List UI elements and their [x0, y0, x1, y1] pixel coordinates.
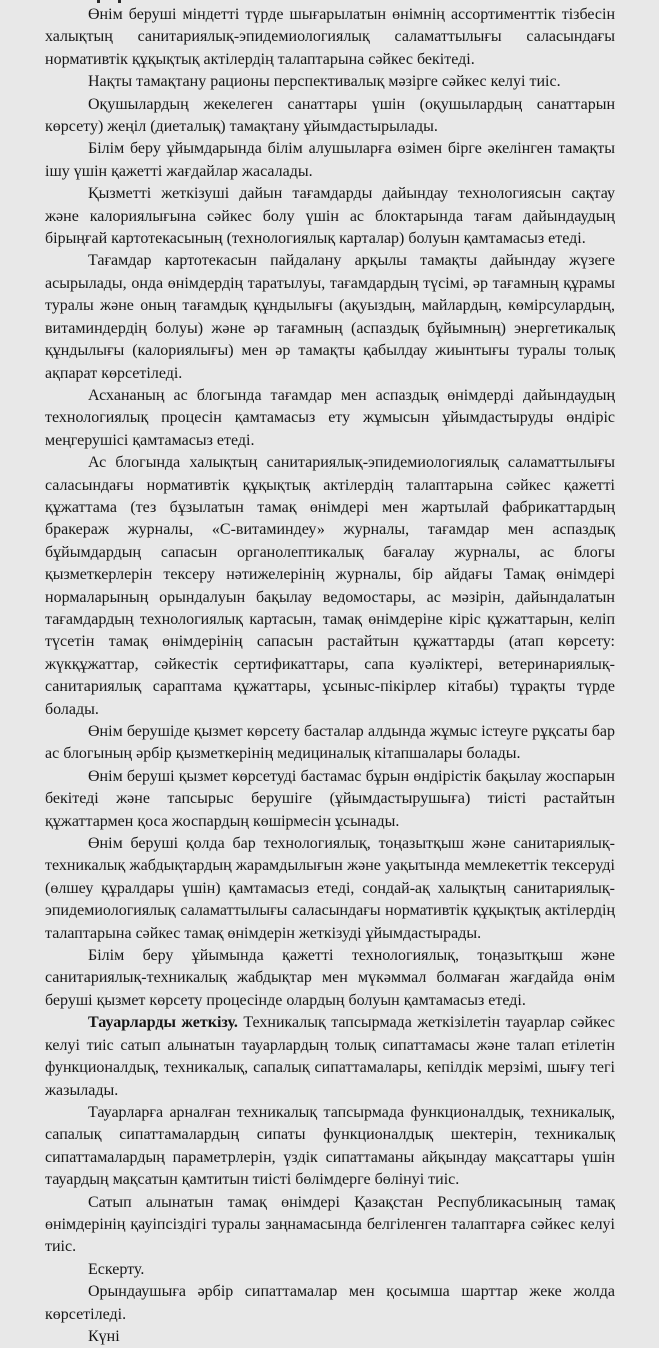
paragraph-date-label: Күні [88, 1327, 120, 1345]
clipped-letter-mark [118, 0, 121, 3]
paragraph: Білім беру ұйымында қажетті технологиялық, тоңазытқыш және санитариялық-техникалық жабдықтар мен мүкәммал болмаған жағдайда өнім беруші қызмет көрсету процесінде олардың болуын қамтамасыз етеді. [45, 947, 615, 1009]
paragraph: Тауарларға арналған техникалық тапсырмада функционалдық, техникалық, сапалық сипаттамалардың сипаты функционалдық шектерін, техникалық сипаттамалардың параметрлерін, үздік сипаттаманы айқындау мақсаттары үшін тауардың мақсатын қамтитын тиісті бөлімдерге бөлінуі тиіс. [45, 1103, 615, 1189]
paragraph: Өнім беруші қолда бар технологиялық, тоңазытқыш және санитариялық-техникалық жабдықтардың жарамдылығын және уақытында мемлекеттік тексеруді (өлшеу құралдары үшін) қамтамасыз етеді, сондай-ақ халықтың санитариялық-эпидемиологиялық саламаттылығы саласындағы нормативтік құқықтық актілердің талаптарына сәйкес тамақ өнімдерін жеткізуді ұйымдастырады. [45, 835, 615, 942]
clipped-line-fragment [45, 0, 615, 4]
paragraph: Өнім беруші міндетті түрде шығарылатын өнімнің ассортименттік тізбесін халықтың санитариялық-эпидемиологиялық саламаттылығы саласындағы нормативтік құқықтық актілердің талаптарына сәйкес бекітеді. [45, 6, 615, 68]
paragraph: Тағамдар картотекасын пайдалану арқылы тамақты дайындау жүзеге асырылады, онда өнімдердің таратылуы, тағамдардың түсімі, әр тағамның құрамы туралы және оның тағамдық құндылығы (ақуыздың, майлардың, көмірсулардың, витаминдердің болуы) және әр тағамның (аспаздық бұйымның) энергетикалық құндылығы (калориялығы) мен әр тамақты қабылдау жиынтығы туралы толық ақпарат көрсетіледі. [45, 252, 615, 382]
clipped-letter-mark [97, 0, 100, 3]
paragraph: Асхананың ас блогында тағамдар мен аспаздық өнімдерді дайындаудың технологиялық процесін қамтамасыз ету жұмысын ұйымдастыруды өндіріс меңгерушісі қамтамасыз етеді. [45, 386, 615, 449]
paragraph: Орындаушыға әрбір сипаттамалар мен қосымша шарттар жеке жолда көрсетіледі. [45, 1283, 615, 1323]
paragraph-text: Техникалық тапсырмада жеткізілетін тауарлар сәйкес келуі тиіс сатып алынатын тауарлардың толық сипаттамасы және талап етілетін функционалдық, техникалық, сапалық сипаттамалары, кепілдік мерзімі, шығу тегі жазылады. [45, 1014, 616, 1099]
paragraph-with-heading [45, 1012, 615, 1102]
paragraph: Оқушылардың жекелеген санаттары үшін (оқушылардың санаттарын көрсету) жеңіл (диеталық) тамақтану ұйымдастырылады. [45, 95, 615, 136]
inline-heading-tauarlardy-zhetkizu: Тауарларды жеткізу. [88, 1014, 238, 1032]
paragraph: Өнім берушіде қызмет көрсету басталар алдында жұмыс істеуге рұқсаты бар ас блогының әрбір қызметкерінің медициналық кітапшалары болады. [45, 723, 615, 763]
document-body [45, 4, 615, 1348]
paragraph: Ас блогында халықтың санитариялық-эпидемиологиялық саламаттылығы саласындағы нормативтік құқықтық актілердің талаптарына сәйкес қажетті құжаттама (тез бұзылатын тамақ өнімдері мен жартылай фабрикаттардың бракераж журналы, «С-витаминдеу» журналы, тағамдар мен аспаздық бұйымдардың сапасын органолептикалық бағалау журналы, ас блогы қызметкерлерін тексеру нәтижелерінің журналы, бір айдағы Тамақ өнімдері нормаларының орындалуын бақылау ведомостары, ас мәзірін, дайындалатын тағамдардың технологиялық картасын, тамақ өнімдеріне кіріс құжаттарын, келіп түсетін тамақ өнімдерінің сапасын растайтын құжаттарды (атап көрсету: жүкқұжаттар, сәйкестік сертификаттары, сапа куәліктері, ветеринариялық-санитариялық сараптама құжаттары, ұсыныс-пікірлер кітабы) тұрақты түрде болады. [45, 454, 615, 718]
paragraph: Сатып алынатын тамақ өнімдері Қазақстан Республикасының тамақ өнімдерінің қауіпсіздігі туралы заңнамасында белгіленген талаптарға сәйкес келуі тиіс. [45, 1193, 615, 1256]
paragraph: Өнім беруші қызмет көрсетуді бастамас бұрын өндірістік бақылау жоспарын бекітеді және тапсырыс берушіге (ұйымдастырушыға) тиісті растайтын құжаттармен қоса жоспардың көшірмесін ұсынады. [45, 767, 615, 830]
paragraph: Білім беру ұйымдарында білім алушыларға өзімен бірге әкелінген тамақты ішу үшін қажетті жағдайлар жасалады. [45, 140, 615, 180]
paragraph-note-label: Ескерту. [88, 1260, 145, 1278]
paragraph: Нақты тамақтану рационы перспективалық мәзірге сәйкес келуі тиіс. [88, 73, 561, 91]
paragraph: Қызметті жеткізуші дайын тағамдарды дайындау технологиясын сақтау және калориялығына сәйкес болу үшін ас блоктарында тағам дайындаудың бірыңғай картотекасының (технологиялық карталар) болуын қамтамасыз етеді. [45, 185, 615, 248]
